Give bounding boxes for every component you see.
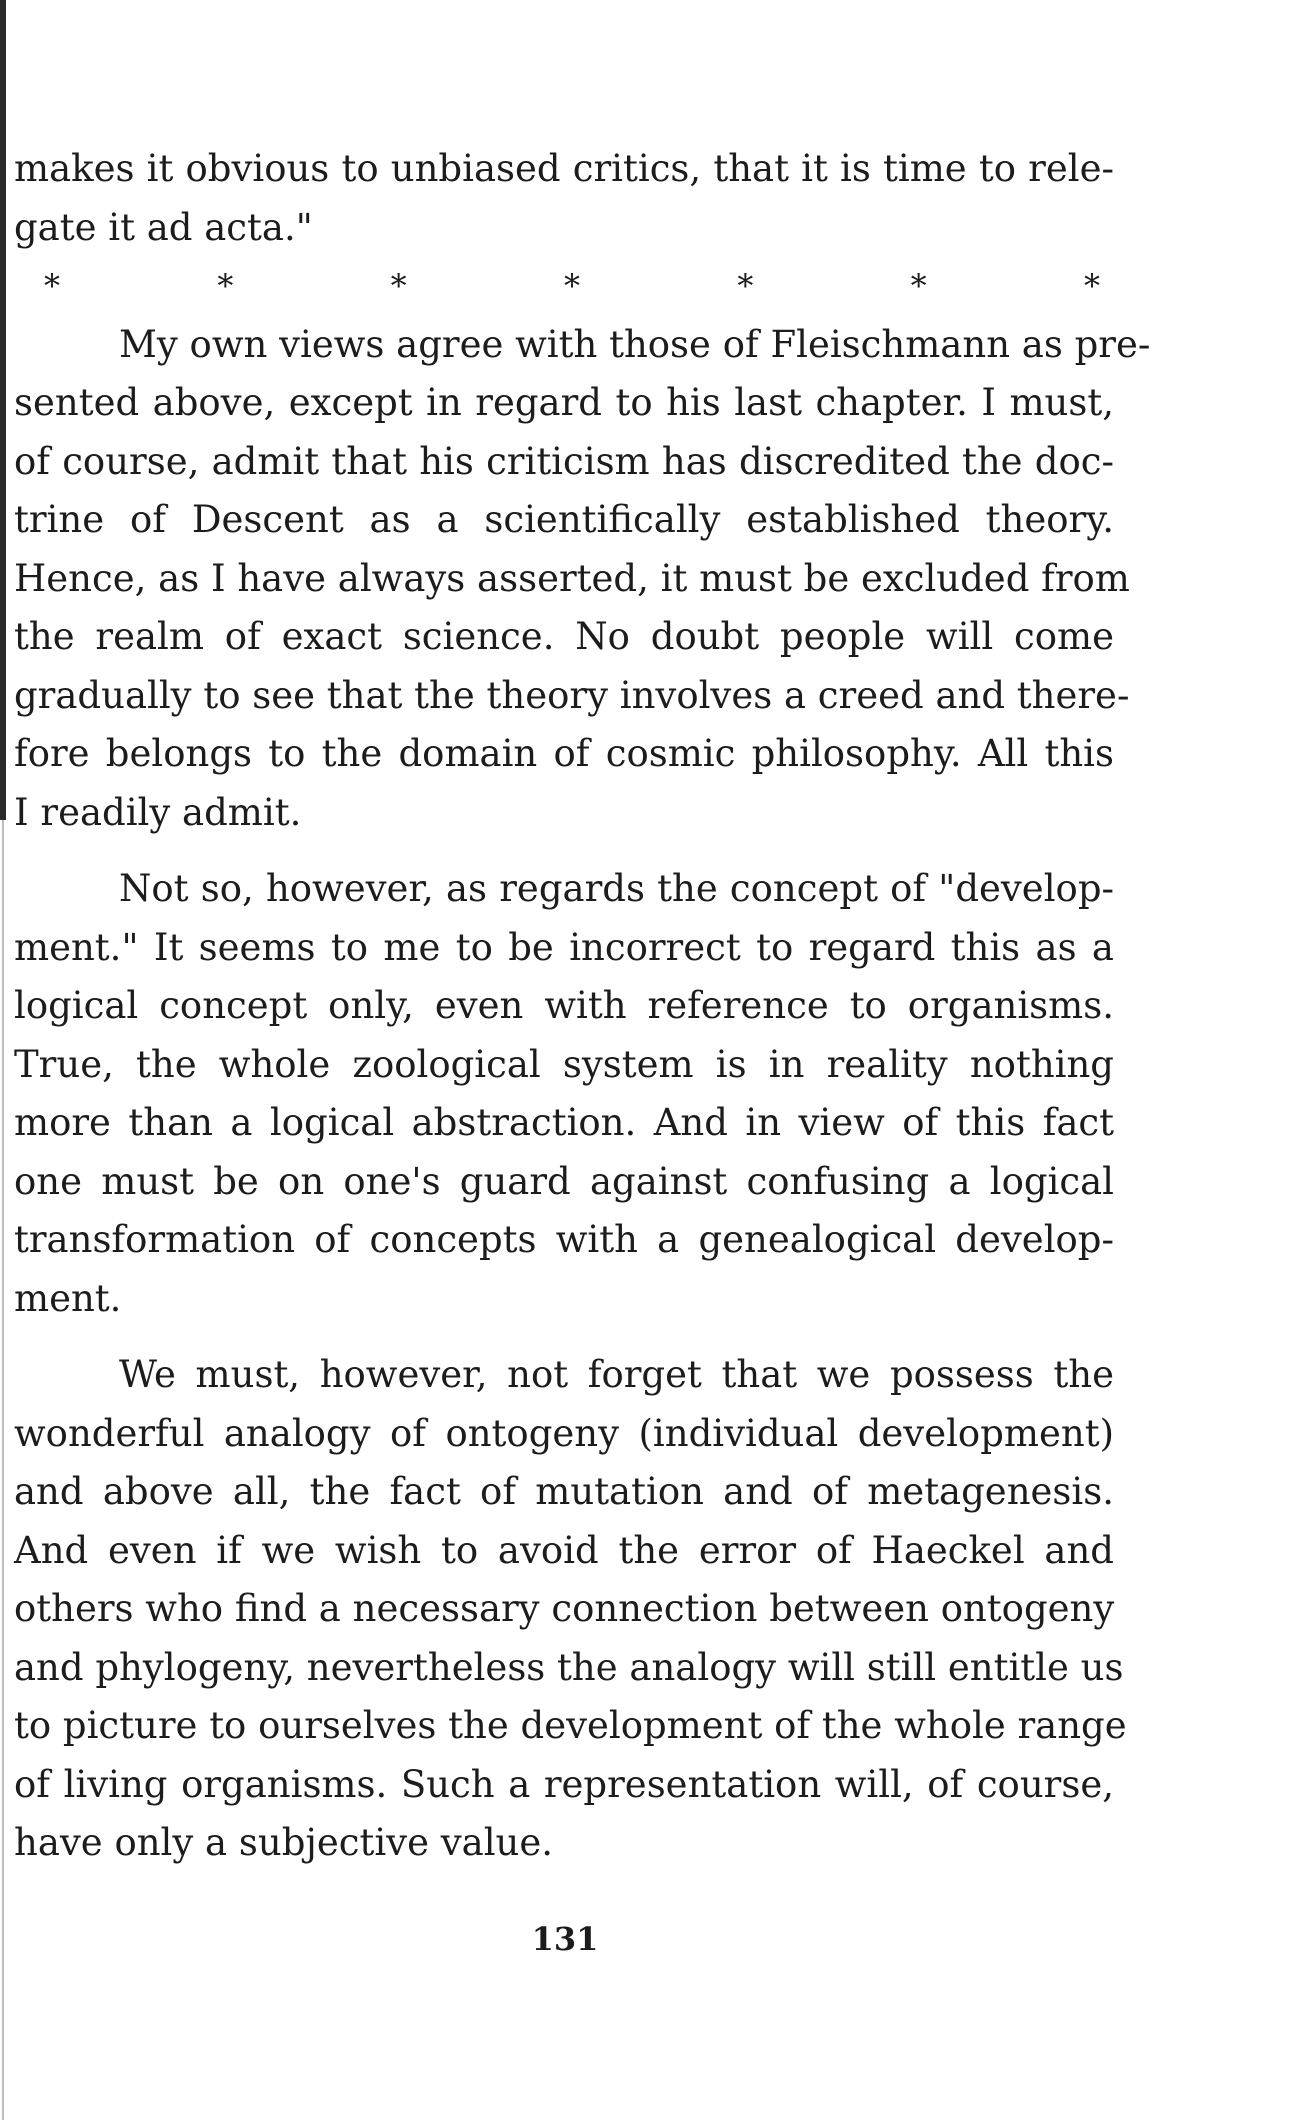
asterisk: * xyxy=(390,267,407,305)
text-line: to picture to ourselves the development of the whole range xyxy=(14,1704,1127,1747)
page-body xyxy=(14,140,1151,1873)
asterisk: * xyxy=(563,267,580,305)
text-line: transformation of concepts with a genealogical develop- xyxy=(14,1218,1114,1261)
text-line: gate it ad acta." xyxy=(14,205,313,249)
text-line: logical concept only, even with reference to organisms. xyxy=(14,984,1114,1027)
text-line: the realm of exact science. No doubt people will come xyxy=(14,615,1114,658)
text-line: more than a logical abstraction. And in view of this fact xyxy=(14,1101,1114,1144)
asterisk: * xyxy=(44,267,60,305)
text-line: others who find a necessary connection between ontogeny xyxy=(14,1587,1115,1630)
text-line: and phylogeny, nevertheless the analogy will still entitle us xyxy=(14,1645,1124,1689)
page-edge-shadow xyxy=(0,0,6,820)
text-line: True, the whole zoological system is in reality nothing xyxy=(14,1042,1114,1086)
text-line: one must be on one's guard against confusing a logical xyxy=(14,1159,1114,1203)
text-line: gradually to see that the theory involves a creed and there- xyxy=(14,673,1130,717)
asterisk: * xyxy=(217,267,234,305)
text-line: makes it obvious to unbiased critics, that it is time to rele- xyxy=(14,147,1114,190)
text-line: ment. xyxy=(14,1276,122,1320)
text-line: Not so, however, as regards the concept of "develop- xyxy=(119,867,1114,910)
text-line: trine of Descent as a scientifically established theory. xyxy=(14,498,1114,541)
text-line: and above all, the fact of mutation and of metagenesis. xyxy=(14,1470,1114,1513)
paragraph-1 xyxy=(14,316,1151,843)
text-line: fore belongs to the domain of cosmic philosophy. All this xyxy=(14,732,1114,775)
paragraph-3 xyxy=(14,1346,1127,1873)
text-line: of living organisms. Such a representation will, of course, xyxy=(14,1762,1114,1806)
text-line: I readily admit. xyxy=(14,790,302,834)
text-line: ment." It seems to me to be incorrect to regard this as a xyxy=(14,925,1114,969)
asterisk: * xyxy=(737,267,754,305)
text-line: have only a subjective value. xyxy=(14,1821,554,1864)
paragraph-2 xyxy=(14,860,1114,1328)
text-line: We must, however, not forget that we possess the xyxy=(119,1353,1114,1396)
text-line: sented above, except in regard to his last chapter. I must, xyxy=(14,381,1114,424)
text-line: wonderful analogy of ontogeny (individual development) xyxy=(14,1411,1114,1455)
section-separator xyxy=(14,257,1114,316)
text-line: My own views agree with those of Fleischmann as pre- xyxy=(119,322,1151,366)
asterisk: * xyxy=(1083,267,1100,305)
text-line: Hence, as I have always asserted, it must be excluded from xyxy=(14,556,1130,600)
page-number: 131 xyxy=(531,1920,599,1958)
text-line: of course, admit that his criticism has discredited the doc- xyxy=(14,439,1114,483)
asterisk: * xyxy=(910,267,927,305)
text-line: And even if we wish to avoid the error of Haeckel and xyxy=(14,1528,1114,1572)
